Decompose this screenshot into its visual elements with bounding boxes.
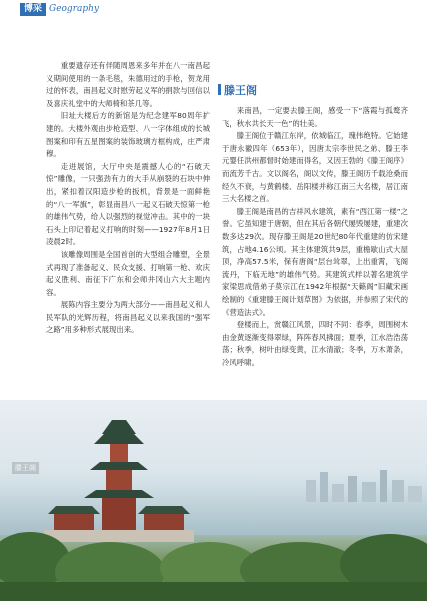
right-paragraph-1: 来南昌，一定要去滕王阁，感受一下“落霞与孤鹜齐飞，秋水共长天一色”的壮美。 bbox=[222, 106, 408, 128]
right-paragraph-2: 滕王阁位于赣江东岸，依城临江，瑰伟绝特。它始建于唐永徽四年（653年），因唐太宗李世民之弟、滕王李元婴任洪州都督时始建而得名，又因王勃的《滕王阁序》而流芳千古。文以阁名，阁以文传，滕王阁历千载沧桑而经久不衰，与黄鹤楼、岳阳楼并称江南三大名楼，居江南三大名楼之首。 bbox=[222, 131, 408, 204]
section-subtitle: Geography bbox=[49, 4, 100, 14]
left-paragraph-5: 展陈内容主要分为两大部分——南昌起义和人民军队的光辉历程，将南昌起义以来我国的“强军之路”用多种形式展现出来。 bbox=[46, 300, 210, 335]
right-column bbox=[222, 105, 408, 369]
left-paragraph-3: 走进展馆，大厅中央是震撼人心的“石破天惊”雕像，一只强劲有力的大手从崩裂的石块中伸出，紧扣着汉阳造步枪的扳机，背景是一面鲜艳的“八一军旗”，彰显南昌八一起义石破天惊第一枪的雄伟气势，给人以强烈的视觉冲击。其中的一块石头上印记着起义打响的时刻——1927年8月1日凌晨2时。 bbox=[46, 161, 210, 247]
tengwang-pavilion-photo bbox=[0, 400, 427, 601]
page-header bbox=[0, 0, 427, 20]
left-paragraph-1: 重要遗存还有伴随周恩来多年并在八一南昌起义期间使用的一条毛毯，朱德用过的手枪，贺龙用过的怀表，南昌起义时慰劳起义军的捐款与回信以及喜庆礼堂中的大师椅和茶几等。 bbox=[46, 61, 210, 108]
right-paragraph-4: 登楼而上，赏赣江风景，四时不同：春季，周围树木由金黄逐渐变得翠绿，阵阵春风拂面；夏季，江水浩浩荡荡；秋季，树叶由绿变黄，江水清澈；冬季，万木萧条，冷风呼啸。 bbox=[222, 320, 408, 367]
left-paragraph-4: 该雕像周围是全国首创的大型组合雕塑，全景式再现了准备起义、民众支援、打响第一枪、欢庆起义胜利、南征下广东和会师井冈山六大主题内容。 bbox=[46, 249, 210, 297]
right-paragraph-3: 滕王阁是南昌的吉祥风水建筑，素有“西江第一楼”之誉。它虽知建于唐朝，但在其后各朝代屡毁屡建，重建次数多达29次。现存滕王阁是20世纪80年代重建的仿宋建筑，占地4.16公顷。其主体建筑共9层，重檐歇山式大屋顶，净高57.5米，保有唐阁“层台耸翠，上出重霄，飞阁流丹，下临无地”的雄伟气势。其建筑式样以著名建筑学家梁思成借弟子莫宗江在1942年根据“天籁阁”旧藏宋画绘制的《重建滕王阁计划草图》为依据，并参照了宋代的《营造法式》。 bbox=[222, 206, 408, 317]
section-badge: 博采 bbox=[20, 3, 46, 16]
foreground-trees bbox=[0, 520, 427, 601]
photo-caption: 滕王阁 bbox=[12, 462, 39, 474]
section-title: 滕王阁 bbox=[224, 82, 344, 98]
left-paragraph-2: 旧址大楼后方的新馆是为纪念建军80周年扩建的。大楼外观由步枪造型、八一字体组成的长城图案和印有五星图案的装饰玻璃方框构成，庄严肃穆。 bbox=[46, 111, 210, 159]
left-column bbox=[46, 60, 210, 337]
city-skyline bbox=[300, 462, 427, 502]
